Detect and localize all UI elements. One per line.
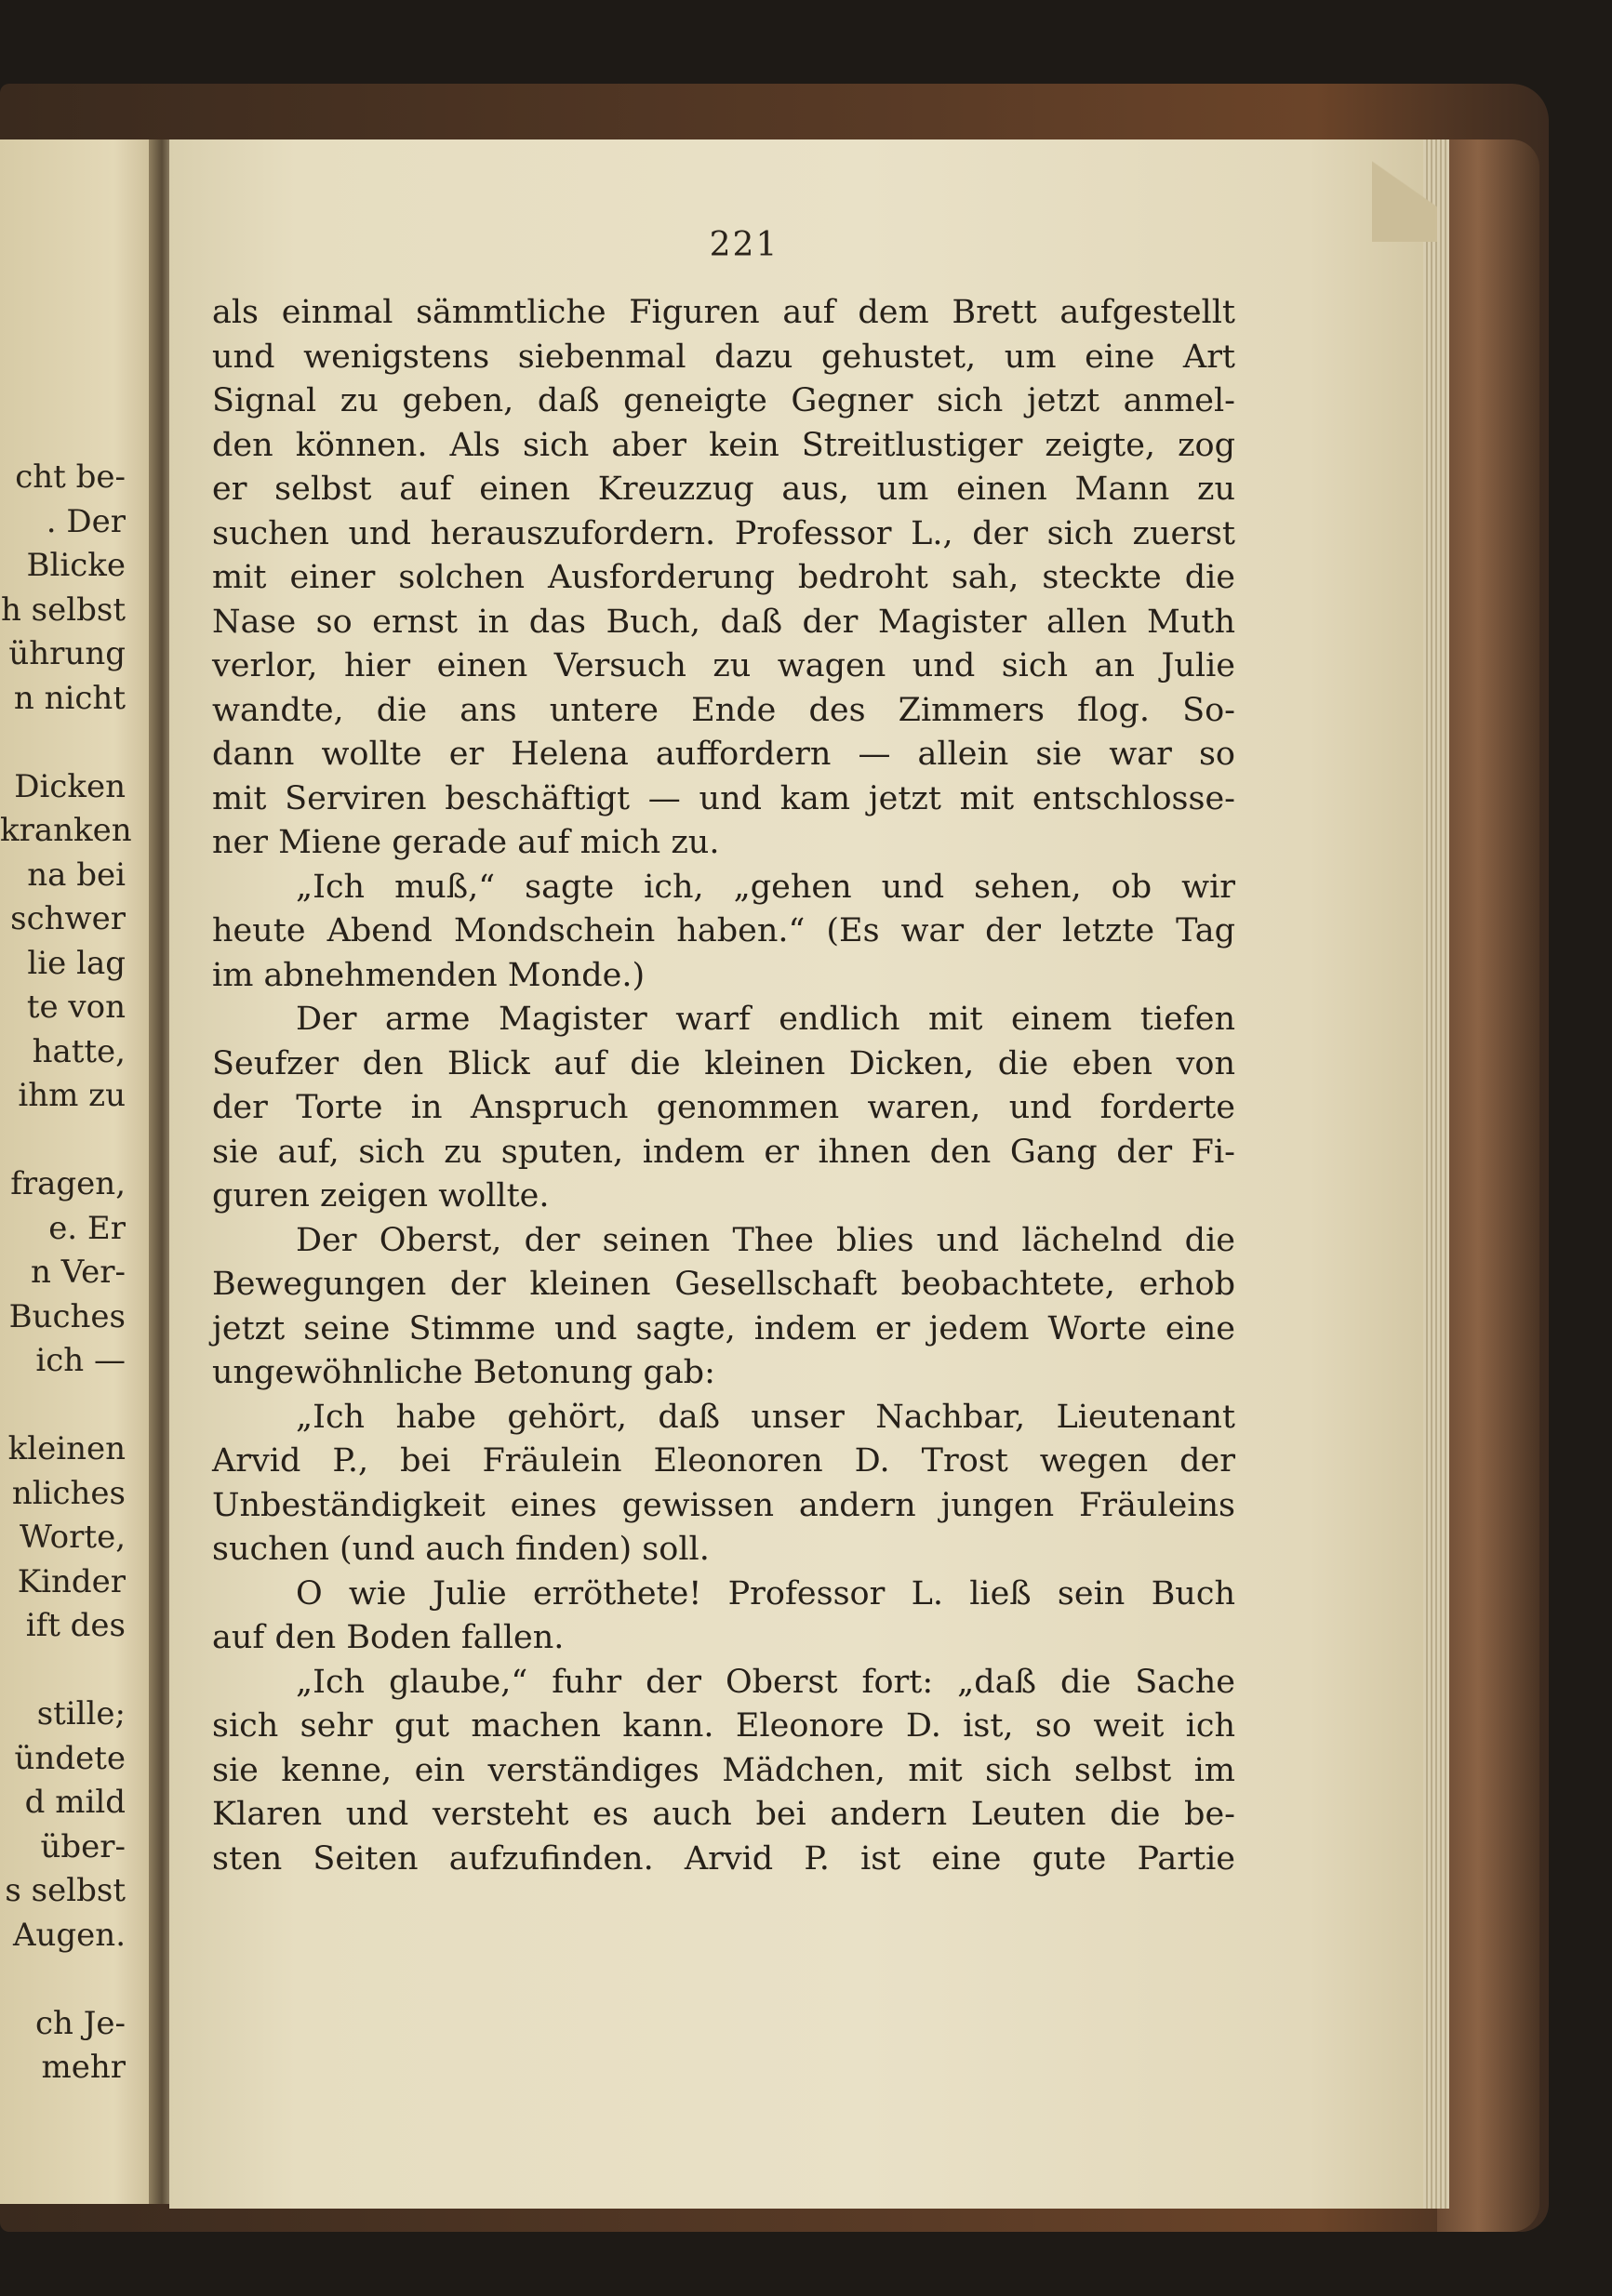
text-line: heute Abend Mondschein haben.“ (Es war der letzte Tag	[212, 912, 1235, 949]
body-text	[212, 291, 1235, 1881]
text-line: ungewöhnliche Betonung gab:	[212, 1354, 715, 1391]
left-text-fragment: h selbst	[0, 591, 126, 629]
text-line: Unbeständigkeit eines gewissen andern jungen Fräuleins	[212, 1486, 1235, 1524]
text-line: Der Oberst, der seinen Thee blies und lächelnd die	[296, 1221, 1235, 1259]
text-line: suchen und herauszufordern. Professor L., der sich zuerst	[212, 514, 1235, 552]
text-line: Nase so ernst in das Buch, daß der Magister allen Muth	[212, 603, 1235, 641]
left-text-fragment: . Der	[46, 502, 126, 540]
text-line: jetzt seine Stimme und sagte, indem er jedem Worte eine	[212, 1309, 1235, 1347]
left-text-fragment: lie lag	[27, 944, 126, 982]
left-text-fragment: Kinder	[17, 1562, 126, 1600]
text-line: wandte, die ans untere Ende des Zimmers flog. So-	[212, 691, 1235, 729]
text-line: dann wollte er Helena auffordern — allein sie war so	[212, 736, 1235, 773]
left-text-fragment: schwer	[10, 900, 126, 937]
text-line: suchen (und auch finden) soll.	[212, 1531, 710, 1568]
left-text-fragment: über-	[40, 1827, 126, 1865]
text-line: den können. Als sich aber kein Streitlustiger zeigte, zog	[212, 426, 1235, 464]
left-text-fragment: ich —	[35, 1342, 126, 1379]
text-line: guren zeigen wollte.	[212, 1177, 550, 1214]
left-text-fragment: ündete	[14, 1739, 126, 1777]
text-line: sie kenne, ein verständiges Mädchen, mit sich selbst im	[212, 1751, 1235, 1789]
text-line: und wenigstens siebenmal dazu gehustet, um eine Art	[212, 338, 1235, 376]
text-line: mit Serviren beschäftigt — und kam jetzt mit entschlosse-	[212, 779, 1235, 817]
text-line: „Ich habe gehört, daß unser Nachbar, Lieutenant	[296, 1398, 1235, 1436]
left-text-fragment: n Ver-	[31, 1254, 126, 1291]
left-text-fragment: ift des	[25, 1607, 126, 1644]
text-line: sten Seiten aufzufinden. Arvid P. ist eine gute Partie	[212, 1839, 1235, 1878]
left-page	[0, 139, 163, 2204]
left-text-fragment: s selbst	[5, 1872, 126, 1909]
text-line: verlor, hier einen Versuch zu wagen und sich an Julie	[212, 647, 1235, 684]
left-text-fragment: na bei	[27, 856, 126, 894]
text-line: Seufzer den Blick auf die kleinen Dicken, die eben von	[212, 1044, 1235, 1082]
left-text-fragment: Augen.	[12, 1916, 126, 1954]
line-gap	[0, 1384, 126, 1428]
text-line: er selbst auf einen Kreuzzug aus, um einen Mann zu	[212, 471, 1235, 508]
left-text-fragment: kranken	[0, 812, 132, 849]
text-line: mit einer solchen Ausforderung bedroht sah, steckte die	[212, 559, 1235, 596]
left-text-fragment: nliches	[11, 1474, 126, 1512]
text-line: sie auf, sich zu sputen, indem er ihnen den Gang der Fi-	[212, 1133, 1235, 1171]
left-text-fragment: ihm zu	[18, 1077, 126, 1114]
text-line: „Ich muß,“ sagte ich, „gehen und sehen, ob wir	[296, 868, 1235, 906]
text-line: Arvid P., bei Fräulein Eleonoren D. Trost wegen der	[212, 1442, 1235, 1480]
text-line: Bewegungen der kleinen Gesellschaft beobachtete, erhob	[212, 1266, 1235, 1303]
left-text-fragment: hatte,	[32, 1032, 126, 1070]
left-text-fragment: Worte,	[20, 1519, 126, 1556]
line-gap	[0, 1649, 126, 1693]
text-line: als einmal sämmtliche Figuren auf dem Brett aufgestellt	[212, 294, 1235, 331]
left-text-fragment: Buches	[8, 1297, 126, 1335]
left-text-fragment: Blicke	[26, 547, 126, 584]
left-text-fragment: kleinen	[7, 1430, 126, 1467]
page-number: 221	[709, 226, 779, 264]
left-text-fragment: ch Je-	[35, 2004, 126, 2042]
text-line: der Torte in Anspruch genommen waren, und forderte	[212, 1089, 1235, 1126]
left-page-text	[0, 456, 132, 2090]
text-line: Klaren und versteht es auch bei andern Leuten die be-	[212, 1796, 1235, 1833]
text-line: im abnehmenden Monde.)	[212, 956, 646, 994]
text-line: Der arme Magister warf endlich mit einem tiefen	[296, 1001, 1235, 1038]
text-line: auf den Boden fallen.	[212, 1619, 565, 1656]
text-line: ner Miene gerade auf mich zu.	[212, 824, 720, 861]
book-cover-edge	[1437, 139, 1539, 2232]
left-text-fragment: stille;	[36, 1695, 126, 1732]
left-text-fragment: te von	[26, 989, 126, 1026]
text-line: Signal zu geben, daß geneigte Gegner sich jetzt anmel-	[212, 382, 1235, 419]
page-edges	[1423, 139, 1449, 2209]
left-text-fragment: e. Er	[48, 1209, 126, 1247]
left-text-fragment: d mild	[24, 1784, 126, 1821]
left-text-fragment: n nicht	[13, 679, 126, 717]
line-gap	[0, 1958, 126, 2002]
left-text-fragment: mehr	[41, 2049, 126, 2086]
left-text-fragment: Dicken	[14, 767, 126, 805]
left-text-fragment: fragen,	[10, 1165, 126, 1202]
line-gap	[0, 1119, 126, 1163]
line-gap	[0, 721, 126, 765]
corner-fold	[1372, 139, 1437, 242]
text-line: „Ich glaube,“ fuhr der Oberst fort: „daß die Sache	[296, 1663, 1235, 1701]
left-text-fragment: ührung	[8, 635, 126, 672]
text-line: O wie Julie erröthete! Professor L. ließ sein Buch	[296, 1574, 1235, 1613]
left-text-fragment: cht be-	[15, 458, 126, 496]
text-line: sich sehr gut machen kann. Eleonore D. ist, so weit ich	[212, 1707, 1235, 1745]
